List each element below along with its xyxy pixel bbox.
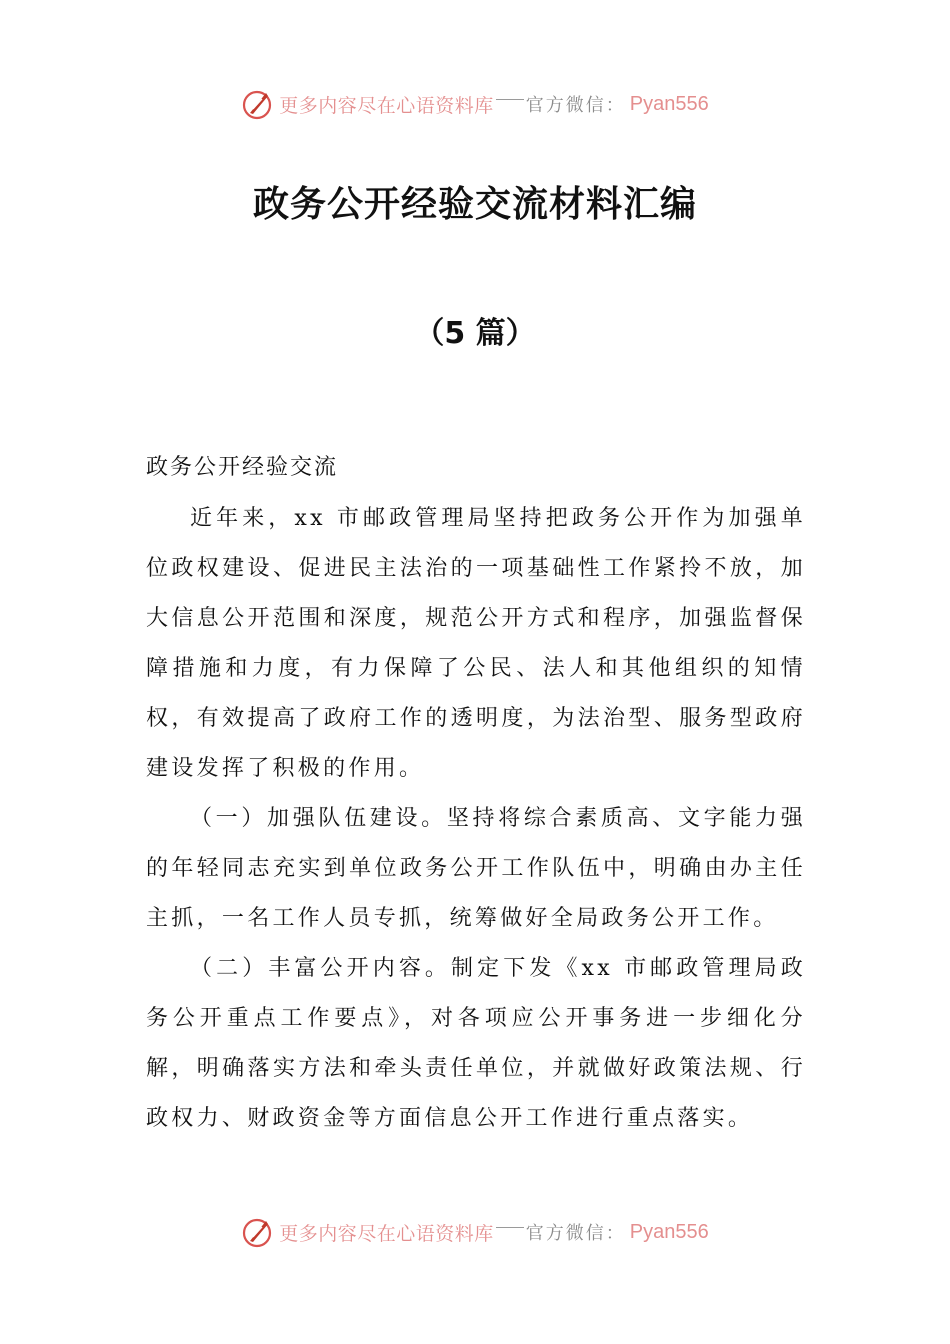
footer-watermark [0,1210,950,1254]
watermark-id-text: Pyan556 [629,92,709,115]
quill-circle-icon [241,1215,275,1249]
body-paragraph: （二）丰富公开内容。制定下发《xx 市邮政管理局政务公开重点工作要点》，对各项应公开事务进一步细化分解，明确落实方法和牵头责任单位，并就做好政策法规、行政权力、财政资金等方面信息公开工作进行重点落实。 [146,956,806,1131]
watermark-sub-text: 官方微信： [525,1223,626,1244]
document-body [146,494,806,1144]
header-watermark [0,82,950,126]
document-subtitle: （5 篇） [414,316,536,351]
document-title: 政务公开经验交流材料汇编 [252,184,697,225]
watermark-id-text: Pyan556 [629,1220,709,1243]
watermark-dash [496,99,524,100]
watermark-main-text: 更多内容尽在心语资料库 [279,94,494,117]
body-paragraph: （一）加强队伍建设。坚持将综合素质高、文字能力强的年轻同志充实到单位政务公开工作队伍中，明确由办主任主抓，一名工作人员专抓，统筹做好全局政务公开工作。 [146,806,806,931]
watermark-main-text: 更多内容尽在心语资料库 [279,1222,494,1245]
body-paragraph: 近年来，xx 市邮政管理局坚持把政务公开作为加强单位政权建设、促进民主法治的一项基础性工作紧拎不放，加大信息公开范围和深度，规范公开方式和程序，加强监督保障措施和力度，有力保障了公民、法人和其他组织的知情权，有效提高了政府工作的透明度，为法治型、服务型政府建设发挥了积极的作用。 [146,506,806,781]
quill-circle-icon [241,87,275,121]
watermark-sub-text: 官方微信： [525,95,626,116]
section-title: 政务公开经验交流 [146,455,339,480]
watermark-dash [496,1227,524,1228]
